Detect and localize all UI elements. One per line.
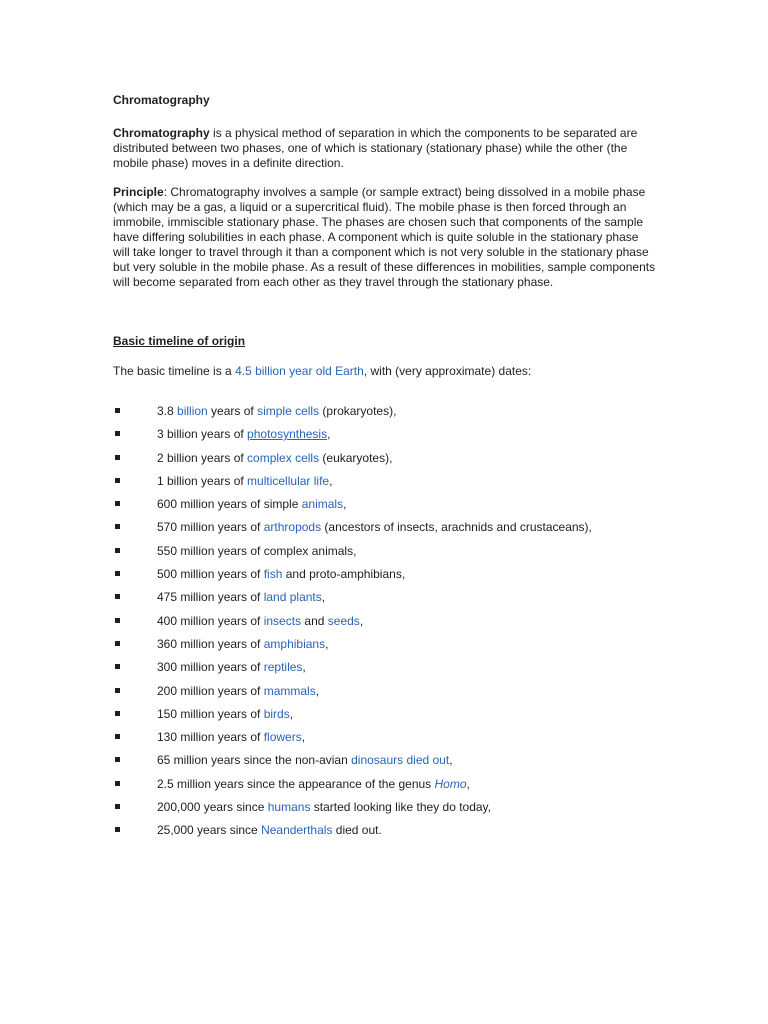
- text-link[interactable]: 4.5 billion year old Earth: [235, 364, 364, 378]
- text-segment: ,: [343, 497, 347, 512]
- text-segment: 3 billion years of: [157, 427, 248, 442]
- text-link[interactable]: dinosaurs died out: [351, 753, 450, 768]
- list-item-text: [157, 544, 356, 559]
- text-segment: 3.8: [157, 404, 178, 418]
- text-segment: 400 million years of: [157, 613, 264, 628]
- text-segment: The basic timeline is a: [113, 364, 236, 378]
- square-bullet-icon: [115, 781, 120, 786]
- list-item-text: [157, 404, 396, 419]
- text-segment: years of: [207, 404, 258, 418]
- list-item-text: [157, 474, 332, 489]
- intro-term: Chromatography: [113, 126, 210, 140]
- text-segment: (eukaryotes),: [319, 450, 393, 465]
- text-segment: 200 million years of: [157, 683, 264, 698]
- text-segment: ,: [466, 776, 470, 791]
- text-link[interactable]: multicellular life: [247, 473, 330, 488]
- list-item-text: [157, 707, 293, 722]
- text-segment: ,: [327, 427, 331, 442]
- text-segment: and proto-amphibians,: [282, 567, 406, 582]
- text-segment: 2 billion years of: [157, 450, 248, 465]
- text-segment: ,: [289, 706, 294, 721]
- square-bullet-icon: [115, 827, 120, 832]
- list-item-text: [157, 684, 319, 699]
- square-bullet-icon: [115, 431, 120, 436]
- text-segment: 1 billion years of: [157, 473, 248, 488]
- list-item-text: [157, 567, 405, 582]
- text-link[interactable]: mammals: [263, 683, 316, 698]
- square-bullet-icon: [115, 757, 120, 762]
- text-segment: 300 million years of: [157, 660, 264, 675]
- text-link[interactable]: seeds: [327, 613, 360, 628]
- square-bullet-icon: [115, 688, 120, 693]
- list-item-text: [157, 823, 382, 838]
- text-segment: 475 million years of: [157, 590, 264, 605]
- list-item-text: [157, 614, 363, 629]
- text-link[interactable]: land plants: [263, 590, 322, 605]
- page-title: Chromatography: [113, 93, 210, 107]
- timeline-heading: Basic timeline of origin: [113, 334, 246, 348]
- list-item-text: [157, 753, 453, 768]
- text-link[interactable]: billion: [177, 404, 208, 418]
- text-segment: and: [301, 613, 328, 628]
- text-segment: 130 million years of: [157, 730, 264, 745]
- principle-term: Principle: [113, 185, 164, 199]
- list-item-text: [157, 637, 328, 652]
- principle-text: : Chromatography involves a sample (or sample extract) being dissolved in a mobile phase (which may be a gas, a liquid or a supercritical fluid). The mobile phase is then forced through an immobile, immiscible stationary phase. The phases are chosen such that components of the sample have differing solubilities in each phase. A component which is quite soluble in the stationary phase will take longer to travel through it than a component which is not very soluble in the stationary phase but very soluble in the mobile phase. As a result of these differences in mobilities, sample components will become separated from each other as they travel through the stationary phase.: [113, 185, 656, 289]
- text-link[interactable]: reptiles: [263, 660, 303, 675]
- list-item-text: [157, 590, 325, 605]
- list-item-text: [157, 427, 330, 442]
- text-link[interactable]: arthropods: [263, 520, 322, 535]
- square-bullet-icon: [115, 455, 120, 460]
- list-item-text: [157, 451, 392, 466]
- text-link[interactable]: amphibians: [263, 636, 326, 651]
- text-segment: ,: [359, 613, 364, 628]
- text-link[interactable]: photosynthesis: [247, 427, 328, 442]
- text-link[interactable]: fish: [263, 567, 283, 582]
- square-bullet-icon: [115, 618, 120, 623]
- square-bullet-icon: [115, 501, 120, 506]
- square-bullet-icon: [115, 711, 120, 716]
- text-link[interactable]: simple cells: [257, 404, 320, 418]
- square-bullet-icon: [115, 571, 120, 576]
- intro-paragraph: [113, 126, 658, 171]
- square-bullet-icon: [115, 641, 120, 646]
- list-item-text: [157, 800, 491, 815]
- text-segment: 500 million years of: [157, 567, 264, 582]
- text-segment: ,: [315, 683, 320, 698]
- intro-text: is a physical method of separation in which the components to be separated are distributed between two phases, one of which is stationary (stationary phase) while the other (the mobile phase) moves in a definite direction.: [113, 126, 638, 170]
- square-bullet-icon: [115, 804, 120, 809]
- text-segment: 25,000 years since: [157, 823, 262, 838]
- list-item-text: [157, 777, 470, 792]
- text-segment: ,: [321, 590, 326, 605]
- text-segment: died out.: [332, 823, 382, 838]
- text-segment: (ancestors of insects, arachnids and crustaceans),: [321, 520, 592, 535]
- text-link[interactable]: birds: [263, 706, 290, 721]
- text-segment: 570 million years of: [157, 520, 264, 535]
- text-segment: ,: [329, 473, 333, 488]
- square-bullet-icon: [115, 594, 120, 599]
- text-segment: , with (very approximate) dates:: [363, 364, 532, 378]
- list-item-text: [157, 520, 592, 535]
- square-bullet-icon: [115, 664, 120, 669]
- text-link[interactable]: humans: [267, 800, 311, 815]
- text-segment: 550 million years of complex animals,: [157, 543, 357, 558]
- timeline-intro: [113, 364, 658, 379]
- square-bullet-icon: [115, 548, 120, 553]
- text-segment: ,: [301, 730, 306, 745]
- text-segment: 200,000 years since: [157, 800, 268, 815]
- text-segment: 150 million years of: [157, 706, 264, 721]
- text-segment: started looking like they do today,: [310, 800, 492, 815]
- square-bullet-icon: [115, 734, 120, 739]
- square-bullet-icon: [115, 408, 120, 413]
- text-link[interactable]: complex cells: [247, 450, 320, 465]
- text-segment: ,: [449, 753, 453, 768]
- square-bullet-icon: [115, 524, 120, 529]
- list-item-text: [157, 497, 346, 512]
- text-link[interactable]: Homo: [434, 776, 467, 791]
- text-segment: 360 million years of: [157, 636, 264, 651]
- text-segment: ,: [325, 636, 329, 651]
- text-link[interactable]: flowers: [263, 730, 302, 745]
- list-item-text: [157, 730, 305, 745]
- principle-paragraph: [113, 185, 658, 290]
- text-segment: ,: [302, 660, 306, 675]
- text-segment: 600 million years of simple: [157, 497, 302, 512]
- list-item-text: [157, 660, 306, 675]
- text-link[interactable]: animals: [301, 497, 344, 512]
- text-link[interactable]: insects: [263, 613, 302, 628]
- text-segment: (prokaryotes),: [319, 404, 397, 418]
- text-link[interactable]: Neanderthals: [261, 823, 333, 838]
- square-bullet-icon: [115, 478, 120, 483]
- text-segment: 2.5 million years since the appearance of the genus: [157, 776, 435, 791]
- text-segment: 65 million years since the non-avian: [157, 753, 352, 768]
